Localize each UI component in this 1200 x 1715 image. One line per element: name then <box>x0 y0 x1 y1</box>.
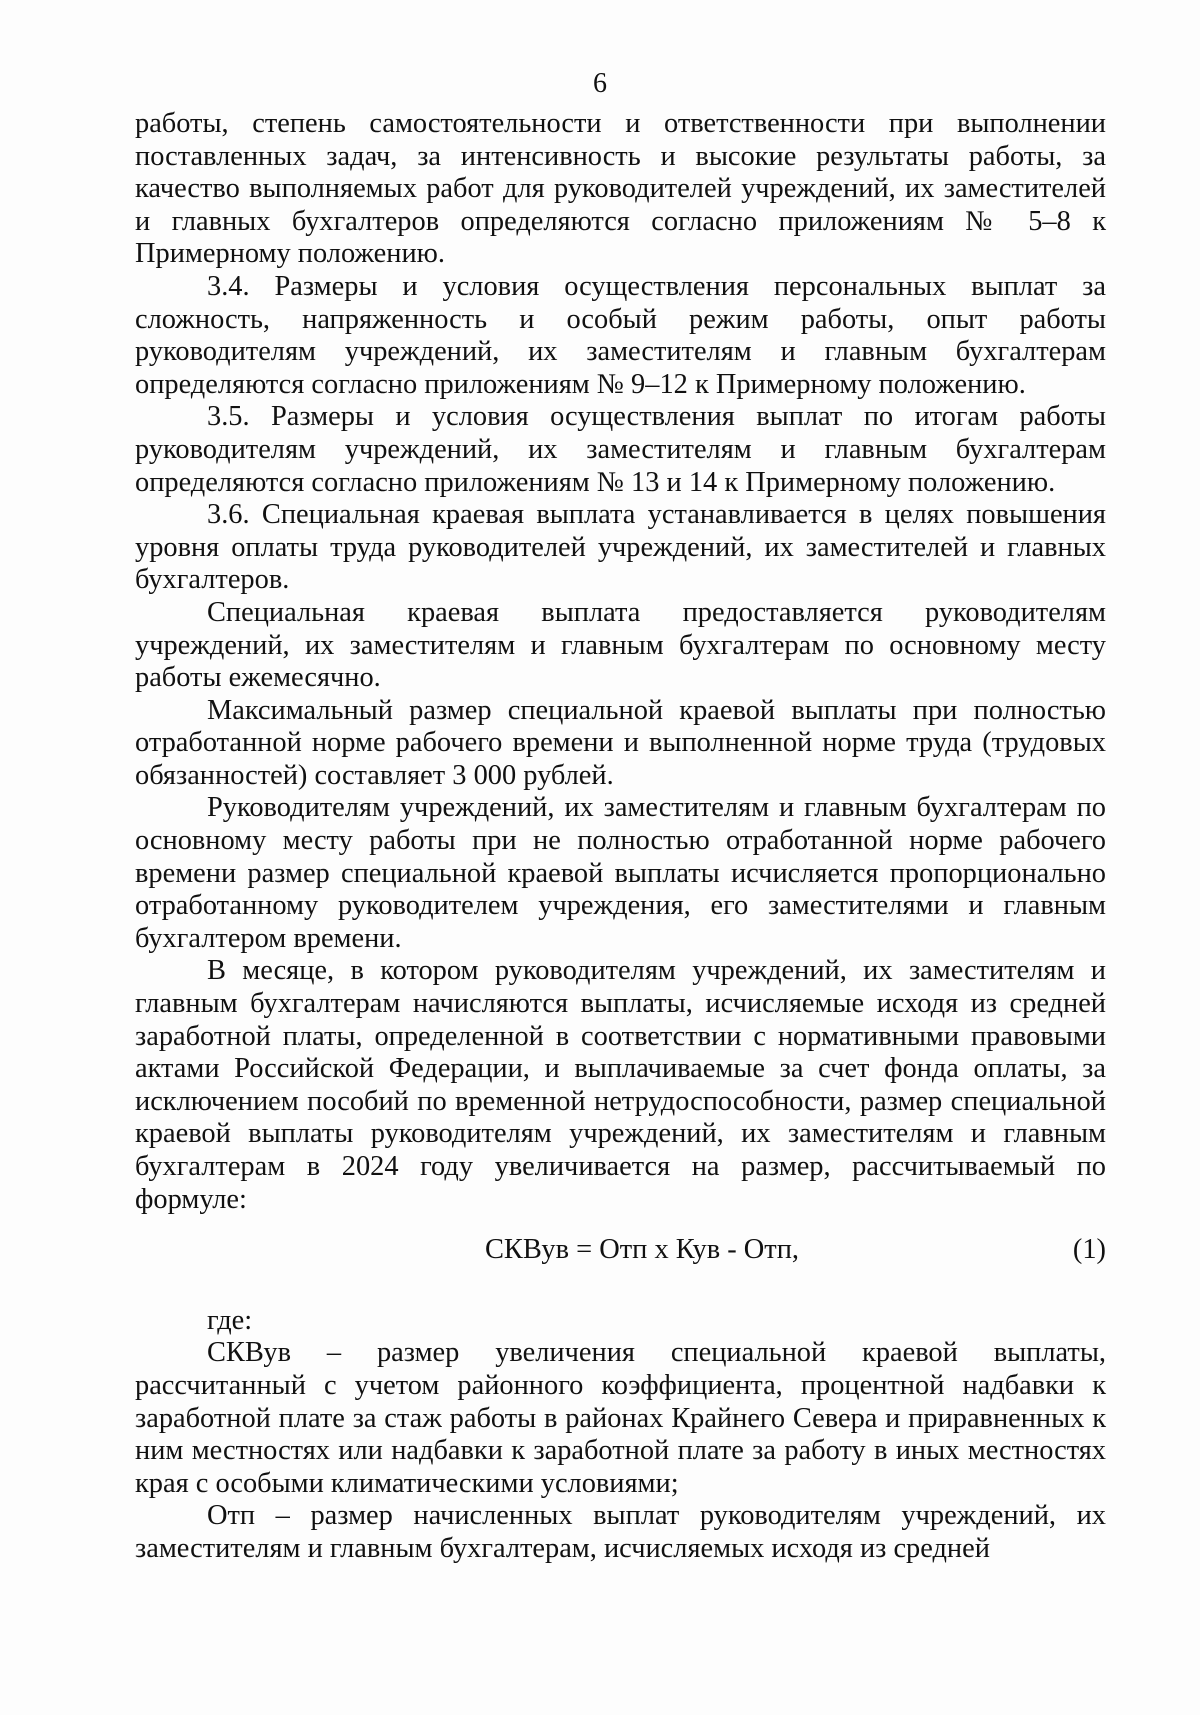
formula: СКВув = Отп х Кув - Отп, <box>485 1234 799 1266</box>
where-label: где: <box>207 1304 253 1336</box>
paragraph-max-amount: Максимальный размер специальной краевой выплаты при полностью отработанной норме рабочего времени и выполненной норме труда (трудовых обязанностей) составляет 3 000 рублей. <box>135 694 1106 791</box>
paragraph-3-6: 3.6. Специальная краевая выплата устанавливается в целях повышения уровня оплаты труда руководителей учреждений, их заместителей и главных бухгалтеров. <box>135 499 1106 596</box>
paragraph-special-payment: Специальная краевая выплата предоставляется руководителям учреждений, их заместителям и главным бухгалтерам по основному месту работы ежемесячно. <box>135 596 1106 694</box>
formula-row <box>135 1234 1106 1267</box>
paragraph-continuation: работы, степень самостоятельности и ответственности при выполнении поставленных задач, за интенсивность и высокие результаты работы, за качество выполняемых работ для руководителей учреждений, их заместителей и главных бухгалтеров определяются согласно приложениям № 5–8 к Примерному положению. <box>135 108 1106 270</box>
paragraph-proportional: Руководителям учреждений, их заместителям и главным бухгалтерам по основному месту работы при не полностью отработанной норме рабочего времени размер специальной краевой выплаты исчисляется пропорционально отработанному руководителем учреждения, его заместителями и главным бухгалтером времени. <box>135 792 1106 954</box>
definition-skvuv: СКВув – размер увеличения специальной краевой выплаты, рассчитанный с учетом районного коэффициента, процентной надбавки к заработной плате за стаж работы в районах Крайнего Севера и приравненных к ним местностях или надбавки к заработной плате за работу в иных местностях края с особыми климатическими условиями; <box>135 1337 1106 1499</box>
paragraph-3-5: 3.5. Размеры и условия осуществления выплат по итогам работы руководителям учреждений, их заместителям и главным бухгалтерам определяются согласно приложениям № 13 и 14 к Примерному положению. <box>135 401 1106 498</box>
document-body <box>135 108 1106 1566</box>
formula-number: (1) <box>1072 1234 1106 1266</box>
paragraph-month-increase: В месяце, в котором руководителям учреждений, их заместителям и главным бухгалтерам начисляются выплаты, исчисляемые исходя из средней заработной платы, определенной в соответствии с нормативными правовыми актами Российской Федерации, и выплачиваемые за счет фонда оплаты, за исключением пособий по временной нетрудоспособности, размер специальной краевой выплаты руководителям учреждений, их заместителям и главным бухгалтерам в 2024 году увеличивается на размер, рассчитываемый по формуле: <box>135 955 1106 1215</box>
definition-otp: Отп – размер начисленных выплат руководителям учреждений, их заместителям и главным бухгалтерам, исчисляемых исходя из средней <box>135 1500 1106 1564</box>
paragraph-3-4: 3.4. Размеры и условия осуществления персональных выплат за сложность, напряженность и особый режим работы, опыт работы руководителям учреждений, их заместителям и главным бухгалтерам определяются согласно приложениям № 9–12 к Примерному положению. <box>135 270 1106 400</box>
page-number: 6 <box>593 68 607 99</box>
